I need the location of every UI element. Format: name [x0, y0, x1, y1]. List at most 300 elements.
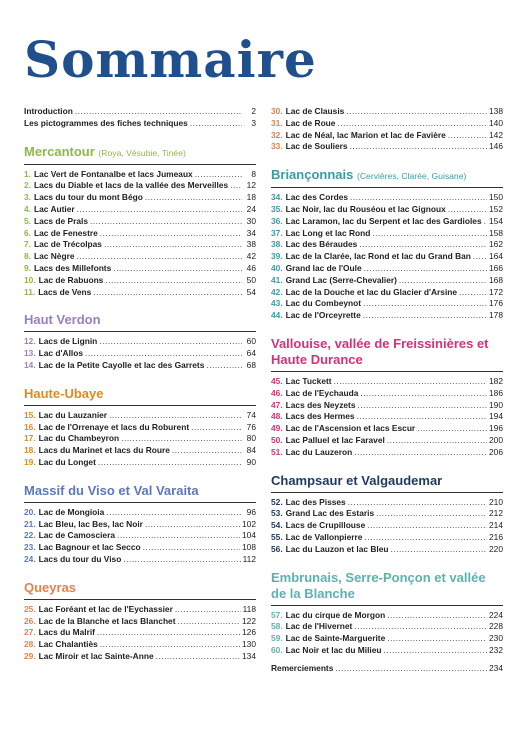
- toc-leader-dots: [99, 336, 242, 348]
- toc-entry-label: Lac Tuckett: [285, 375, 332, 386]
- toc-entry-label: Lac de Camosciera: [38, 530, 116, 541]
- toc-entry-page: 212: [489, 508, 503, 519]
- toc-entry[interactable]: [271, 508, 503, 520]
- toc-entry-number: 52.: [271, 496, 283, 507]
- toc-leader-dots: [191, 422, 242, 434]
- toc-entry-label: Lacs des Hermes: [285, 411, 355, 422]
- toc-entry[interactable]: [271, 520, 503, 532]
- toc-entry-page: 234: [489, 662, 503, 673]
- toc-entry-page: 90: [246, 456, 256, 467]
- toc-entry-label: Lac Bleu, lac Bes, lac Noir: [38, 518, 143, 529]
- toc-leader-dots: [363, 298, 487, 310]
- section-entries: [271, 497, 503, 556]
- toc-entry-page: 166: [489, 262, 503, 273]
- toc-entry-label: Lac de l'Eychauda: [285, 387, 359, 398]
- toc-entry-number: 7.: [24, 239, 31, 250]
- toc-entry-page: 210: [489, 496, 503, 507]
- toc-entry-label: Lac Noir et lac du Milieu: [285, 644, 382, 655]
- toc-entry[interactable]: [271, 388, 503, 400]
- toc-entry-page: 158: [489, 227, 503, 238]
- toc-entry-label: Remerciements: [271, 662, 334, 673]
- toc-entry[interactable]: [271, 411, 503, 423]
- toc-leader-dots: [90, 216, 242, 228]
- toc-entry-page: 12: [246, 180, 256, 191]
- toc-leader-dots: [175, 604, 241, 616]
- toc-leader-dots: [364, 263, 487, 275]
- toc-leader-dots: [104, 239, 242, 251]
- toc-entry[interactable]: [24, 263, 256, 275]
- section-entries: [24, 336, 256, 371]
- toc-entry-page: 220: [489, 543, 503, 554]
- toc-entry-number: 21.: [24, 518, 36, 529]
- toc-entry[interactable]: [24, 651, 256, 663]
- toc-entry-label: Lac Autier: [34, 203, 75, 214]
- section-vallouise: [271, 336, 503, 459]
- toc-entry-page: 46: [246, 262, 256, 273]
- toc-entry[interactable]: [24, 433, 256, 445]
- toc-entry-page: 54: [246, 286, 256, 297]
- toc-entry[interactable]: [24, 251, 256, 263]
- toc-leader-dots: [335, 663, 487, 675]
- toc-entry-label: Lac Long et lac Rond: [285, 227, 371, 238]
- toc-entry-number: 39.: [271, 251, 283, 262]
- toc-entry[interactable]: [24, 410, 256, 422]
- toc-entry-page: 164: [489, 251, 503, 262]
- toc-leader-dots: [172, 445, 242, 457]
- toc-entry-page: 122: [242, 615, 256, 626]
- toc-entry[interactable]: [271, 544, 503, 556]
- toc-entry-label: Lac du Lauzon et lac Bleu: [285, 543, 389, 554]
- toc-leader-dots: [195, 169, 242, 181]
- toc-leader-dots: [100, 639, 240, 651]
- toc-entry-number: 33.: [271, 141, 283, 152]
- toc-entry[interactable]: [271, 610, 503, 622]
- toc-entry-label: Lacs de Crupillouse: [285, 520, 366, 531]
- toc-leader-dots: [145, 519, 240, 531]
- toc-entry[interactable]: [271, 228, 503, 240]
- section-entries: [24, 507, 256, 566]
- toc-entry-label: Lac Bagnour et lac Secco: [38, 542, 141, 553]
- toc-entry-number: 49.: [271, 423, 283, 434]
- toc-leader-dots: [190, 118, 242, 130]
- toc-entry-page: 108: [242, 542, 256, 553]
- toc-leader-dots: [417, 423, 487, 435]
- toc-entry-page: 8: [251, 168, 256, 179]
- toc-leader-dots: [93, 287, 242, 299]
- toc-leader-dots: [143, 542, 240, 554]
- toc-entry-page: 68: [246, 359, 256, 370]
- toc-leader-dots: [376, 508, 487, 520]
- toc-entry[interactable]: [24, 507, 256, 519]
- toc-entry-page: 134: [242, 650, 256, 661]
- toc-entry-label: Lacs de Vens: [38, 286, 92, 297]
- toc-entry-number: 32.: [271, 129, 283, 140]
- toc-entry-label: Lac de Trécolpas: [34, 239, 102, 250]
- toc-entry[interactable]: [24, 348, 256, 360]
- section-title-text: Queyras: [24, 579, 77, 595]
- toc-entry[interactable]: [271, 204, 503, 216]
- toc-entry-label: Lacs de Prals: [34, 215, 89, 226]
- toc-entry-label: Lacs des Millefonts: [34, 262, 112, 273]
- toc-entry[interactable]: [24, 457, 256, 469]
- toc-entry-label: Lac de Clausis: [285, 106, 345, 116]
- toc-entry-label: Lac Palluel et lac Faravel: [285, 434, 385, 445]
- toc-entry-label: Grand Lac (Serre-Chevalier): [285, 274, 397, 285]
- toc-leader-dots: [178, 616, 241, 628]
- toc-entry[interactable]: [271, 645, 503, 657]
- toc-entry[interactable]: [24, 216, 256, 228]
- toc-entry-page: 64: [246, 348, 256, 359]
- toc-entry-label: Lac de Néal, lac Marion et lac de Favière: [285, 129, 446, 140]
- toc-entry[interactable]: [24, 180, 256, 192]
- toc-entry-page: 214: [489, 520, 503, 531]
- toc-entry-number: 55.: [271, 531, 283, 542]
- toc-entry[interactable]: [24, 542, 256, 554]
- toc-entry[interactable]: [271, 298, 503, 310]
- toc-entry-page: 178: [489, 310, 503, 321]
- section-title-text: Haut Verdon: [24, 312, 101, 328]
- toc-entry-number: 20.: [24, 506, 36, 517]
- toc-entry-page: 230: [489, 633, 503, 644]
- toc-entry-number: 10.: [24, 274, 36, 285]
- toc-entry-number: 19.: [24, 456, 36, 467]
- section-queyras-continued: [271, 106, 503, 153]
- toc-leader-dots: [387, 610, 487, 622]
- toc-entry-label: Lac du Lauzanier: [38, 409, 108, 420]
- toc-entry[interactable]: [271, 239, 503, 251]
- toc-leader-dots: [98, 457, 242, 469]
- toc-entry[interactable]: [24, 360, 256, 372]
- toc-entry-page: 104: [242, 530, 256, 541]
- section-entries: [24, 169, 256, 299]
- toc-entry-label: Lac de l'Orrenaye et lacs du Roburent: [38, 421, 190, 432]
- toc-column-right: [271, 106, 503, 675]
- toc-entry-number: 44.: [271, 310, 283, 321]
- toc-entry[interactable]: [24, 616, 256, 628]
- toc-leader-dots: [359, 239, 487, 251]
- toc-entry-label: Lac de la Clarée, lac Rond et lac du Grand Ban: [285, 251, 471, 262]
- toc-entry[interactable]: [271, 130, 503, 142]
- toc-entry[interactable]: [24, 336, 256, 348]
- toc-entry-number: 42.: [271, 286, 283, 297]
- toc-leader-dots: [121, 433, 242, 445]
- toc-entry[interactable]: [24, 554, 256, 566]
- toc-leader-dots: [75, 106, 242, 118]
- section-title-text: Haute-Ubaye: [24, 385, 104, 401]
- toc-entry[interactable]: [24, 627, 256, 639]
- toc-entry[interactable]: [271, 287, 503, 299]
- page-title: Sommaire: [24, 30, 317, 89]
- toc-entry[interactable]: [271, 621, 503, 633]
- toc-entry[interactable]: [24, 287, 256, 299]
- toc-leader-dots: [387, 633, 487, 645]
- toc-entry-label: Lac de la Douche et lac du Glacier d'Arsine: [285, 286, 458, 297]
- toc-entry[interactable]: [271, 310, 503, 322]
- toc-entry[interactable]: [24, 445, 256, 457]
- section-title-text: Briançonnais: [271, 167, 354, 183]
- toc-leader-dots: [100, 228, 242, 240]
- toc-leader-dots: [97, 627, 240, 639]
- toc-entry-page: 38: [246, 239, 256, 250]
- toc-entry-number: 56.: [271, 543, 283, 554]
- toc-entry-number: 25.: [24, 603, 36, 614]
- toc-entry[interactable]: [24, 639, 256, 651]
- toc-entry-label: Lac de Rabuons: [38, 274, 104, 285]
- toc-entry-number: 16.: [24, 421, 36, 432]
- toc-entry-page: 142: [489, 129, 503, 140]
- toc-entry-page: 2: [251, 106, 256, 116]
- section-title: [24, 580, 256, 600]
- section-subtitle: (Roya, Vésubie, Tinée): [98, 147, 186, 158]
- toc-entry-page: 162: [489, 239, 503, 250]
- toc-entry-page: 182: [489, 375, 503, 386]
- section-entries: [271, 610, 503, 657]
- toc-column-left: [24, 106, 256, 663]
- toc-entry-label: Lacs des Neyzets: [285, 399, 356, 410]
- toc-entry-number: 36.: [271, 215, 283, 226]
- toc-leader-dots: [85, 348, 242, 360]
- section-title: [24, 144, 256, 165]
- section-entries: [271, 376, 503, 459]
- toc-leader-dots: [206, 360, 242, 372]
- toc-entry[interactable]: [271, 423, 503, 435]
- toc-entry-number: 1.: [24, 168, 31, 179]
- toc-entry-label: Lac du Chambeyron: [38, 433, 120, 444]
- toc-entry-label: Lac de Vallonpierre: [285, 531, 363, 542]
- toc-entry-number: 15.: [24, 409, 36, 420]
- section-title: [24, 386, 256, 406]
- toc-entry-page: 3: [251, 117, 256, 128]
- toc-entry-number: 11.: [24, 286, 36, 297]
- toc-entry[interactable]: [271, 263, 503, 275]
- toc-entry-page: 228: [489, 621, 503, 632]
- toc-leader-dots: [105, 275, 242, 287]
- toc-entry-number: 30.: [271, 106, 283, 116]
- toc-entry[interactable]: [271, 497, 503, 509]
- toc-leader-dots: [348, 497, 487, 509]
- toc-entry-label: Lac des Béraudes: [285, 239, 358, 250]
- toc-entry-page: 224: [489, 609, 503, 620]
- toc-leader-dots: [350, 192, 487, 204]
- toc-entry[interactable]: [271, 435, 503, 447]
- toc-entry-label: Grand lac de l'Oule: [285, 262, 362, 273]
- toc-entry-page: 140: [489, 117, 503, 128]
- toc-entry[interactable]: [271, 192, 503, 204]
- toc-entry[interactable]: [271, 118, 503, 130]
- toc-leader-dots: [360, 388, 487, 400]
- toc-leader-dots: [357, 411, 487, 423]
- toc-entry-number: 60.: [271, 644, 283, 655]
- section-subtitle: (Cervières, Clarée, Guisane): [356, 171, 467, 182]
- toc-leader-dots: [372, 228, 487, 240]
- toc-entry[interactable]: [24, 275, 256, 287]
- toc-entry[interactable]: [271, 141, 503, 153]
- toc-leader-dots: [399, 275, 487, 287]
- toc-entry[interactable]: [24, 604, 256, 616]
- section-entries: [271, 106, 503, 153]
- toc-entry-page: 146: [489, 141, 503, 152]
- toc-entry-number: 6.: [24, 227, 31, 238]
- toc-leader-dots: [350, 141, 487, 153]
- toc-entry-introduction[interactable]: [24, 106, 256, 118]
- toc-entry[interactable]: [24, 204, 256, 216]
- toc-entry-number: 24.: [24, 553, 36, 564]
- toc-entry-number: 51.: [271, 446, 283, 457]
- toc-entry-label: Lac de Sainte-Marguerite: [285, 633, 386, 644]
- toc-entry-number: 58.: [271, 621, 283, 632]
- toc-leader-dots: [391, 544, 488, 556]
- toc-entry-number: 46.: [271, 387, 283, 398]
- toc-entry-number: 28.: [24, 639, 36, 650]
- toc-entry-number: 40.: [271, 262, 283, 273]
- toc-entry-page: 216: [489, 531, 503, 542]
- toc-entry[interactable]: [24, 192, 256, 204]
- toc-entry-label: Lac d'Allos: [38, 348, 83, 359]
- toc-entry-page: 126: [242, 627, 256, 638]
- section-entries: [271, 192, 503, 322]
- toc-entry-page: 24: [246, 203, 256, 214]
- toc-entry-page: 196: [489, 423, 503, 434]
- toc-entry-number: 35.: [271, 203, 283, 214]
- toc-entry-label: Grand Lac des Estaris: [285, 508, 375, 519]
- toc-entry-page: 152: [489, 203, 503, 214]
- toc-entry-number: 31.: [271, 117, 283, 128]
- toc-entry-page: 60: [246, 336, 256, 347]
- toc-entry[interactable]: [24, 422, 256, 434]
- section-massif-du-viso: [24, 483, 256, 566]
- toc-entry[interactable]: [271, 400, 503, 412]
- toc-entry[interactable]: [271, 275, 503, 287]
- toc-entry-label: Lacs du Diable et lacs de la vallée des Merveilles: [34, 180, 229, 191]
- toc-entry-number: 53.: [271, 508, 283, 519]
- toc-entry-number: 54.: [271, 520, 283, 531]
- toc-entry-number: 2.: [24, 180, 31, 191]
- toc-entry-page: 34: [246, 227, 256, 238]
- toc-leader-dots: [337, 118, 487, 130]
- toc-entry-number: 48.: [271, 411, 283, 422]
- toc-leader-dots: [367, 520, 487, 532]
- toc-leader-dots: [109, 410, 242, 422]
- section-haut-verdon: [24, 312, 256, 371]
- section-queyras: [24, 580, 256, 663]
- toc-entry-number: 26.: [24, 615, 36, 626]
- toc-entry-page: 30: [246, 215, 256, 226]
- toc-entry-label: Lac de l'Orceyrette: [285, 310, 361, 321]
- toc-entry-label: Les pictogrammes des fiches techniques: [24, 117, 188, 128]
- toc-leader-dots: [358, 400, 488, 412]
- toc-entry-remerciements[interactable]: [271, 663, 503, 675]
- toc-entry-number: 18.: [24, 445, 36, 456]
- toc-entry-label: Lacs du Malrif: [38, 627, 95, 638]
- toc-entry-label: Lac de Souliers: [285, 141, 348, 152]
- toc-entry[interactable]: [24, 519, 256, 531]
- section-brianconnais: [271, 167, 503, 322]
- section-title: [24, 312, 256, 332]
- toc-entry-number: 23.: [24, 542, 36, 553]
- section-title: [271, 336, 503, 372]
- toc-entry-page: 80: [246, 433, 256, 444]
- toc-entry[interactable]: [271, 376, 503, 388]
- toc-entry-number: 37.: [271, 227, 283, 238]
- toc-entry[interactable]: [271, 216, 503, 228]
- toc-entry[interactable]: [24, 228, 256, 240]
- toc-entry-label: Lac de la Petite Cayolle et lac des Garrets: [38, 359, 205, 370]
- toc-entry[interactable]: [24, 530, 256, 542]
- toc-entry-page: 186: [489, 387, 503, 398]
- toc-entry-pictogrammes[interactable]: [24, 118, 256, 130]
- toc-entry-label: Introduction: [24, 106, 73, 116]
- toc-entry-label: Lacs du Marinet et lacs du Roure: [38, 445, 170, 456]
- toc-leader-dots: [484, 216, 487, 228]
- toc-entry-number: 3.: [24, 192, 31, 203]
- toc-entry[interactable]: [24, 169, 256, 181]
- section-entries: [24, 410, 256, 469]
- toc-entry-number: 45.: [271, 375, 283, 386]
- toc-leader-dots: [156, 651, 240, 663]
- toc-entry-label: Lac des Cordes: [285, 192, 349, 203]
- toc-entry[interactable]: [271, 447, 503, 459]
- toc-leader-dots: [113, 263, 242, 275]
- toc-entry-number: 9.: [24, 262, 31, 273]
- toc-entry-number: 8.: [24, 251, 31, 262]
- toc-entry-page: 50: [246, 274, 256, 285]
- toc-entry-page: 172: [489, 286, 503, 297]
- toc-entry-label: Lac Miroir et lac Sainte-Anne: [38, 650, 154, 661]
- toc-entry-label: Lacs du tour du Viso: [38, 553, 122, 564]
- toc-entry-label: Lac de l'Hivernet: [285, 621, 353, 632]
- toc-entry-number: 13.: [24, 348, 36, 359]
- toc-entry-page: 176: [489, 298, 503, 309]
- toc-leader-dots: [346, 106, 487, 118]
- toc-entry-page: 74: [246, 409, 256, 420]
- toc-leader-dots: [77, 251, 243, 263]
- toc-entry-page: 84: [246, 445, 256, 456]
- toc-entry[interactable]: [271, 251, 503, 263]
- toc-entry-number: 47.: [271, 399, 283, 410]
- toc-entry-number: 27.: [24, 627, 36, 638]
- toc-leader-dots: [145, 192, 242, 204]
- toc-leader-dots: [230, 180, 242, 192]
- section-title-text: Embrunais, Serre-Ponçon et vallée de la Blanche: [271, 569, 486, 601]
- toc-entry-number: 17.: [24, 433, 36, 444]
- toc-entry-number: 50.: [271, 434, 283, 445]
- toc-entry-label: Lac de la Blanche et lacs Blanchet: [38, 615, 176, 626]
- toc-entry-label: Lac du cirque de Morgon: [285, 609, 386, 620]
- toc-leader-dots: [387, 435, 487, 447]
- toc-entry-page: 118: [242, 603, 256, 614]
- toc-entry-number: 43.: [271, 298, 283, 309]
- toc-entry-number: 57.: [271, 609, 283, 620]
- toc-entry-page: 232: [489, 644, 503, 655]
- toc-entry-label: Lac de Fenestre: [34, 227, 98, 238]
- toc-leader-dots: [106, 507, 242, 519]
- toc-leader-dots: [123, 554, 240, 566]
- toc-entry[interactable]: [24, 239, 256, 251]
- toc-entry-page: 150: [489, 192, 503, 203]
- toc-entry-label: Lac Vert de Fontanalbe et lacs Jumeaux: [34, 168, 193, 179]
- toc-entry[interactable]: [271, 633, 503, 645]
- section-title-text: Vallouise, vallée de Freissinières et Haute Durance: [271, 335, 489, 367]
- toc-entry-label: Lac Laramon, lac du Serpent et lac des Gardioles: [285, 215, 482, 226]
- section-embrunais: [271, 570, 503, 657]
- section-title-text: Champsaur et Valgaudemar: [271, 472, 443, 488]
- toc-entry-label: Lac Noir, lac du Rouséou et lac Gignoux: [285, 203, 446, 214]
- toc-entry[interactable]: [271, 106, 503, 118]
- toc-entry[interactable]: [271, 532, 503, 544]
- toc-entry-page: 18: [246, 192, 256, 203]
- toc-leader-dots: [77, 204, 242, 216]
- toc-leader-dots: [334, 376, 487, 388]
